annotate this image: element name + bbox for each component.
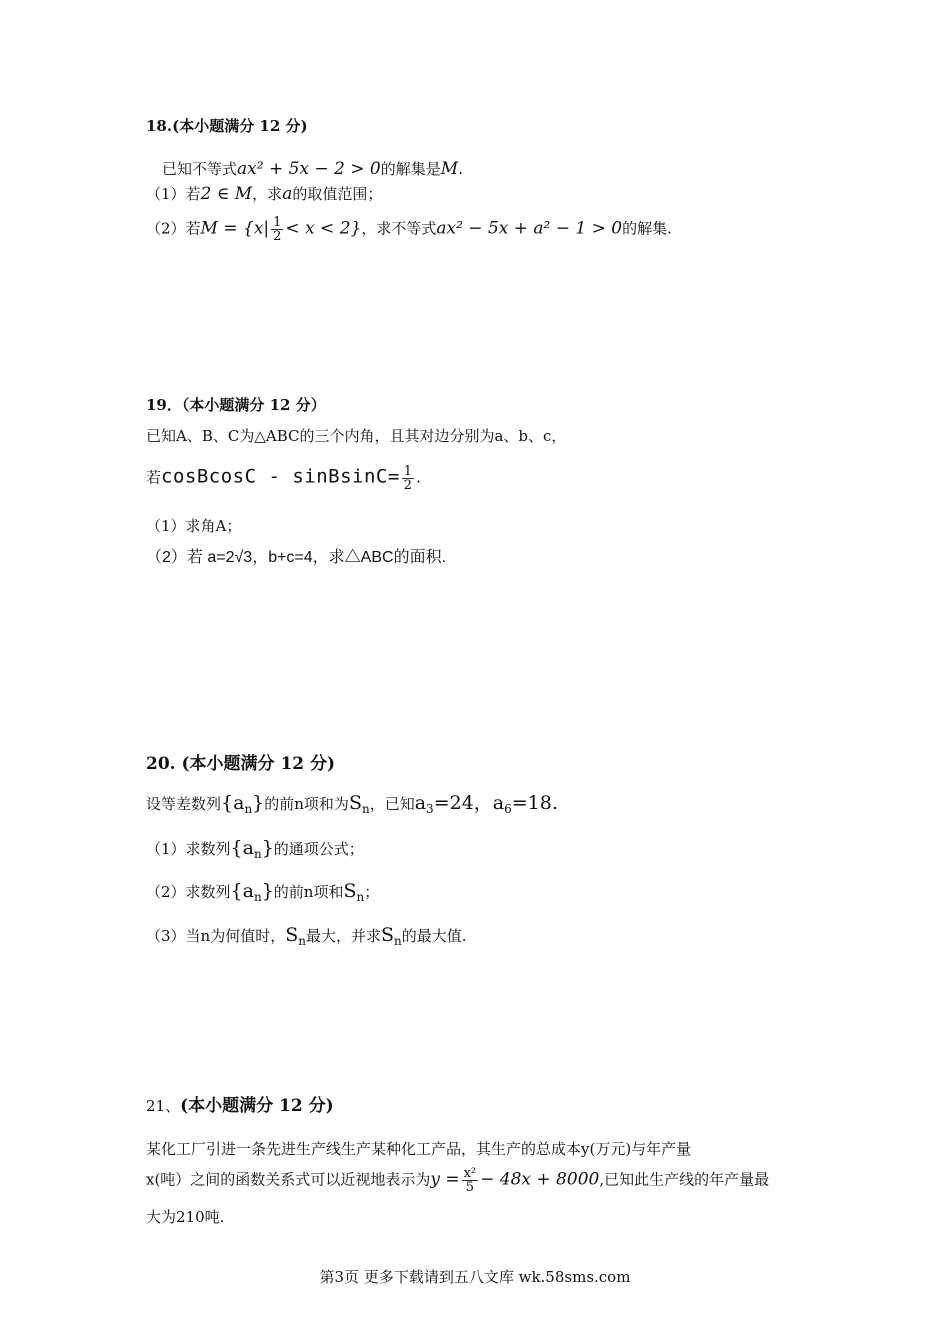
- q20-part2: （2）求数列$\{a_n\}$的前n项和$S_n$；: [146, 880, 380, 904]
- q21-line3: 大为210吨.: [146, 1208, 225, 1226]
- q19-part2: （2）若 a=2√3，b+c=4，求△ABC的面积.: [146, 549, 447, 566]
- q19-condition: 若cosBcosC - sinBsinC= $\frac{1}{2}$ .: [146, 464, 421, 493]
- q21-line1: 某化工厂引进一条先进生产线生产某种化工产品，其生产的总成本y(万元)与年产量: [146, 1140, 692, 1158]
- q18-part1: （1）若2 ∈ M，求a的取值范围；: [146, 184, 383, 204]
- q20-stem: 设等差数列$\{a_n\}$的前n项和为$S_n$，已知$a_3=24$，$a_6=18$.: [146, 792, 558, 816]
- q21-line2: x(吨）之间的函数关系式可以近视地表示为y = $\frac{\text{x²}}{5}$ − 48x + 8000,已知此生产线的年产量最: [146, 1166, 770, 1195]
- q18-stem: 已知不等式ax² + 5x − 2 > 0的解集是M.: [162, 159, 463, 179]
- q19-stem: 已知A、B、C为△ABC的三个内角，且其对边分别为a、b、c，: [146, 427, 567, 445]
- q19-title: 19．（本小题满分 12 分）: [146, 396, 326, 414]
- q20-part3: （3）当n为何值时，$S_n$最大，并求$S_n$的最大值.: [146, 924, 467, 948]
- q19-part1: （1）求角A；: [146, 517, 242, 535]
- q18-title: 18.(本小题满分 12 分): [146, 117, 308, 135]
- q20-part1: （1）求数列$\{a_n\}$的通项公式；: [146, 837, 364, 861]
- q18-part2: （2）若M = {x| $\frac{1}{2}$ < x < 2}，求不等式ax² − 5x + a² − 1 > 0的解集.: [146, 215, 672, 244]
- page-footer: 第3页 更多下载请到五八文库 wk.58sms.com: [319, 1268, 631, 1286]
- q21-title: 21、(本小题满分 12 分): [146, 1096, 334, 1116]
- q20-title: 20. (本小题满分 12 分): [146, 754, 336, 774]
